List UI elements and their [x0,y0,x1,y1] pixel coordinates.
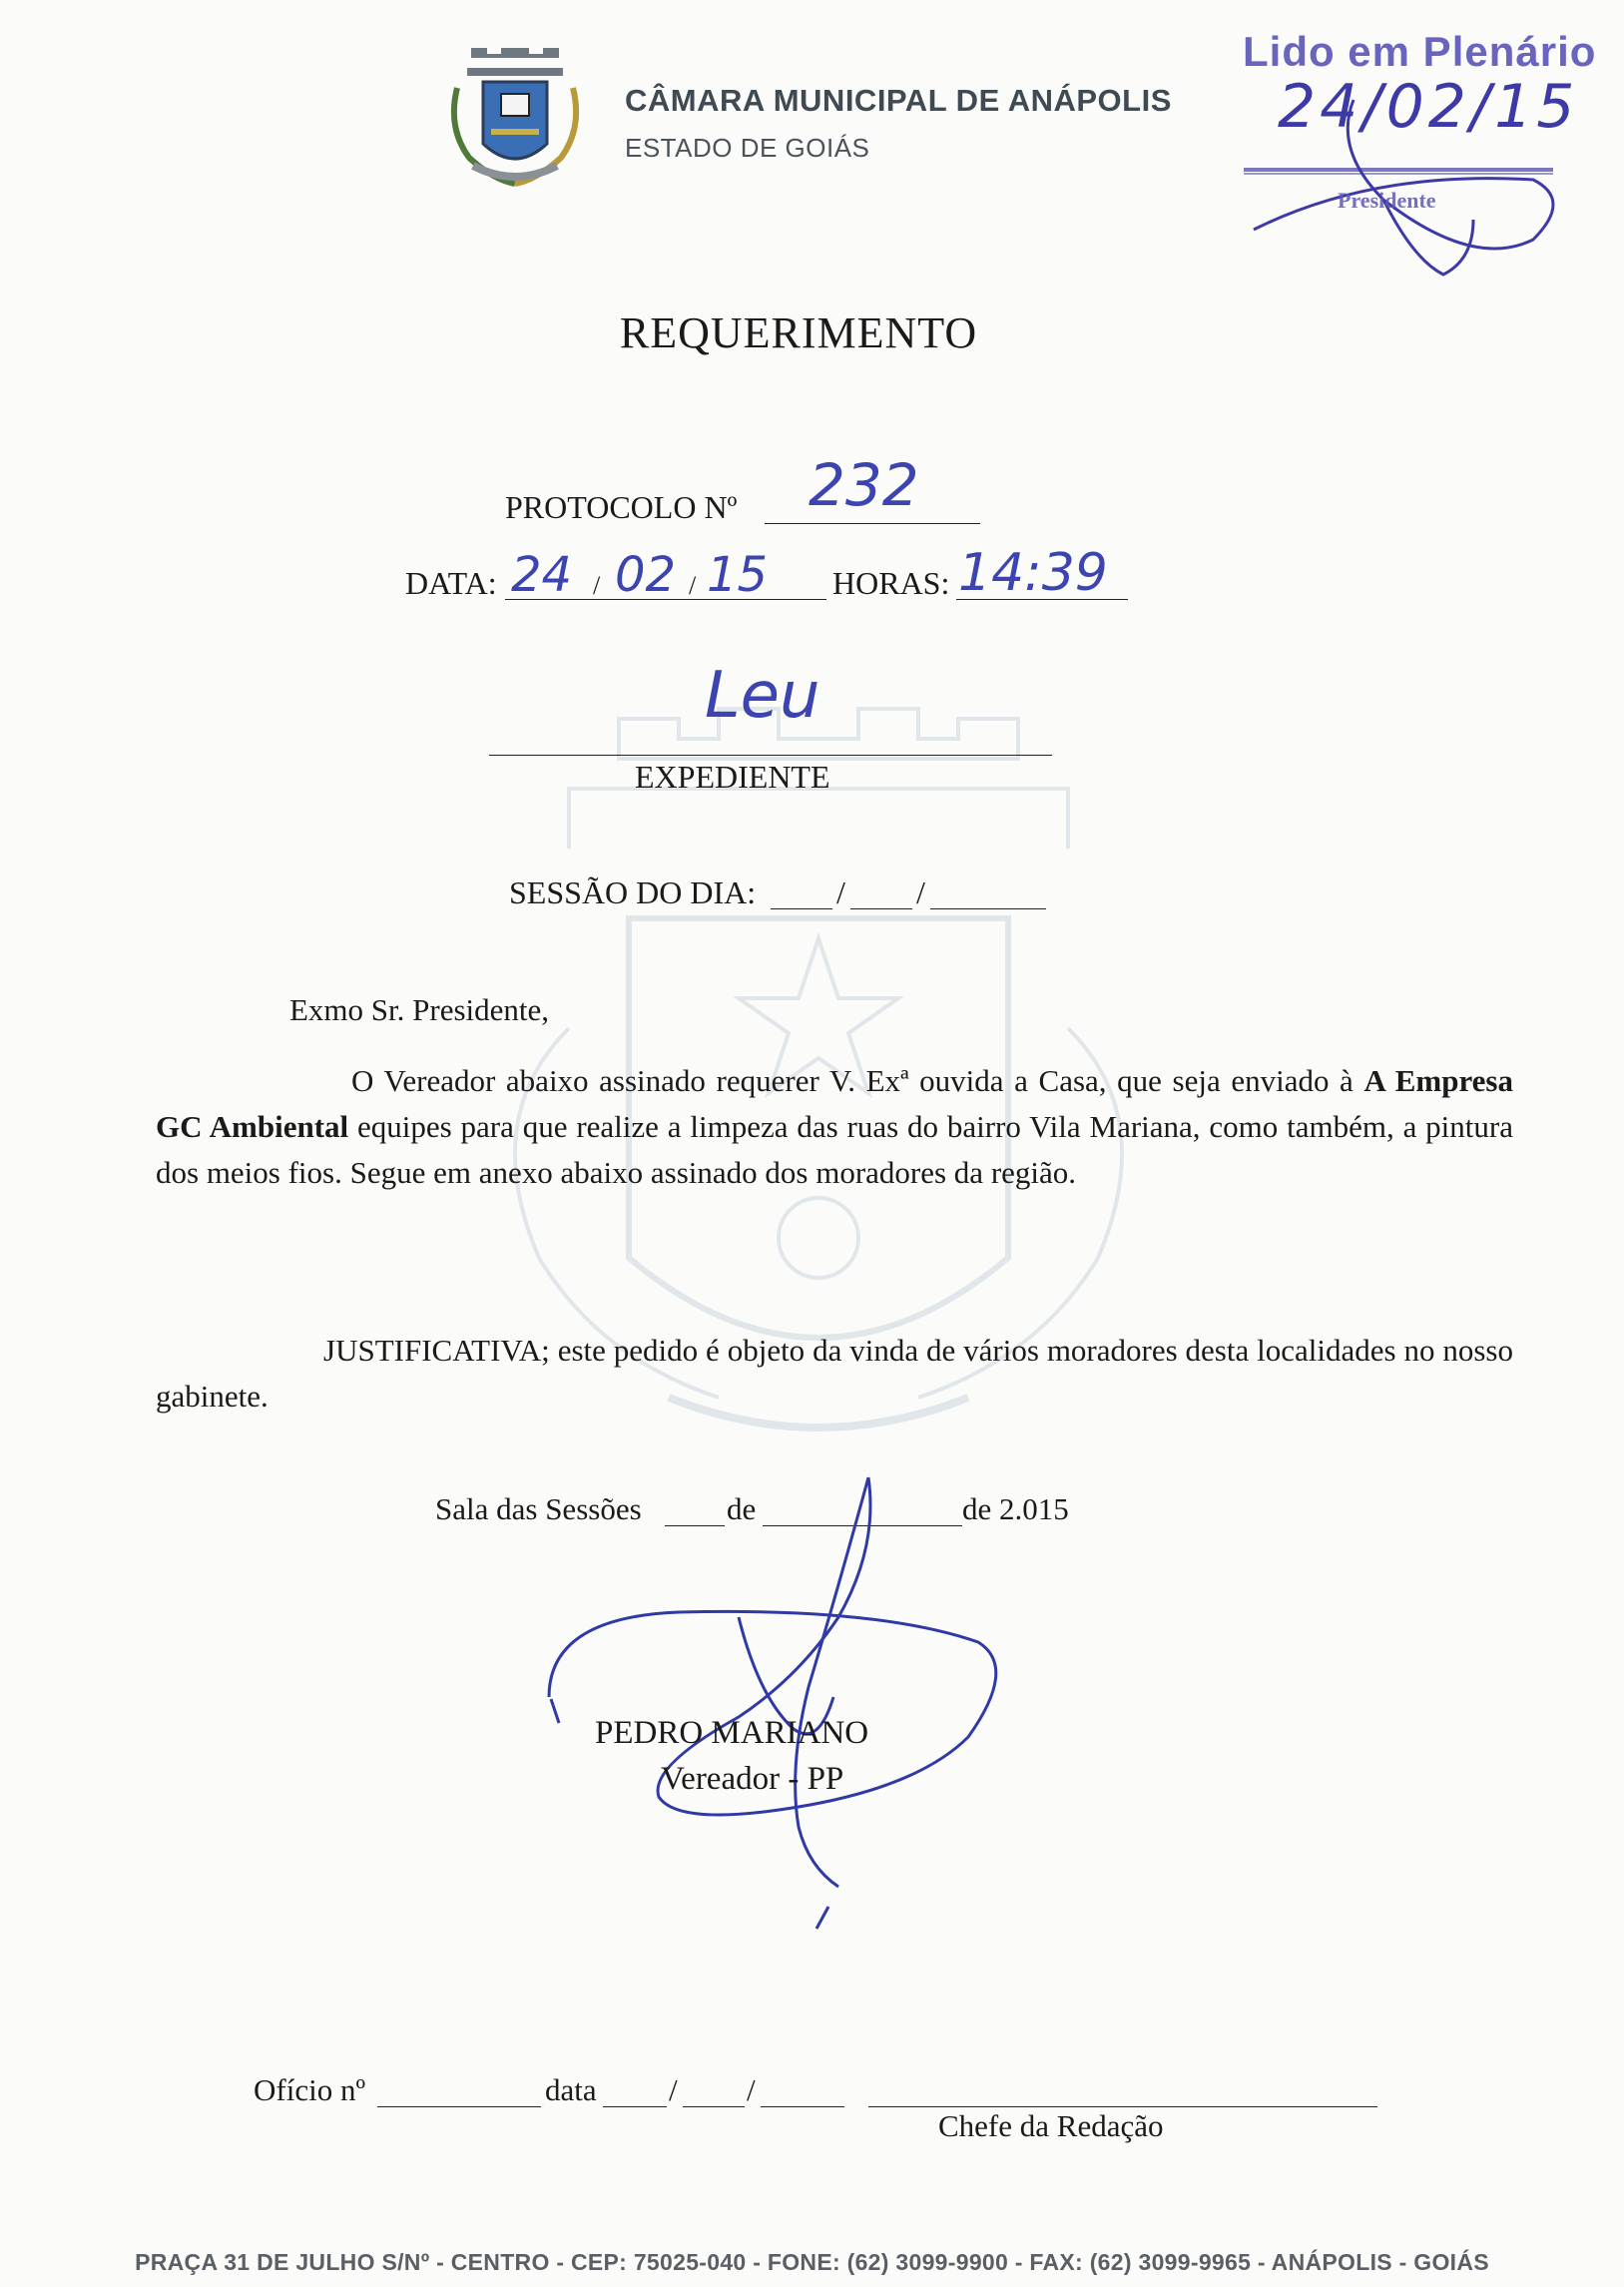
protocol-label: PROTOCOLO Nº [505,489,738,525]
company-name: A Empresa GC Ambiental [156,1063,1513,1144]
sessao-separator: / [916,874,925,910]
date-day-handwritten: 24 [511,547,573,603]
oficio-separator: / [747,2072,756,2107]
protocol-line [765,523,980,524]
chefe-label: Chefe da Redação [938,2108,1164,2143]
oficio-separator: / [669,2072,678,2107]
sala-prefix: Sala das Sessões [435,1491,642,1526]
document-title: REQUERIMENTO [619,308,978,357]
date-year-handwritten: 15 [707,547,769,603]
sessao-year-line [930,908,1046,909]
footer-address: PRAÇA 31 DE JULHO S/Nº - CENTRO - CEP: 75025-040 - FONE: (62) 3099-9900 - FAX: (62) 3099-9965 - ANÁPOLIS - GOIÁS [135,2249,1489,2275]
protocol-number-handwritten: 232 [809,451,919,519]
stamp-title: Lido em Plenário [1243,28,1597,75]
hours-handwritten: 14:39 [958,543,1108,603]
municipal-crest-logo [443,48,587,188]
request-text-1: O Vereador abaixo assinado requerer V. Exª ouvida a Casa, que seja enviado à [351,1063,1364,1098]
date-month-handwritten: 02 [615,547,677,603]
oficio-label: Ofício nº [254,2072,366,2107]
handwritten-signature [539,1467,1018,1947]
organization-name: CÂMARA MUNICIPAL DE ANÁPOLIS [625,83,1172,118]
request-text-2: equipes para que realize a limpeza das ruas do bairro Vila Mariana, como também, a pintura dos meios fios. Segue em anexo abaixo assinado dos moradores da região. [156,1109,1513,1190]
sala-year: de 2.015 [962,1491,1069,1526]
oficio-number-line [377,2106,541,2107]
expediente-label: EXPEDIENTE [635,759,830,795]
sessao-label: SESSÃO DO DIA: [509,874,757,910]
justification-paragraph: JUSTIFICATIVA; este pedido é objeto da vinda de vários moradores desta localidades no nosso gabinete. [156,1333,1513,1414]
stamp-president-label: Presidente [1338,188,1436,213]
sessao-day-line [771,908,832,909]
date-separator: / [689,571,697,600]
oficio-year-line [761,2106,844,2107]
chefe-signature-line [868,2106,1377,2107]
sessao-separator: / [836,874,845,910]
oficio-day-line [603,2106,667,2107]
date-separator: / [593,571,601,600]
signer-name: PEDRO MARIANO [595,1715,869,1751]
date-label: DATA: [405,565,497,601]
oficio-month-line [683,2106,745,2107]
signer-role: Vereador - PP [661,1761,844,1797]
organization-state: ESTADO DE GOIÁS [625,133,870,163]
oficio-data-label: data [545,2072,597,2107]
expediente-line [489,755,1052,756]
expediente-handwritten: Leu [705,659,820,733]
hours-label: HORAS: [832,565,950,601]
sessao-month-line [850,908,912,909]
request-paragraph [156,1058,1513,1196]
salutation: Exmo Sr. Presidente, [289,992,550,1027]
stamp-date-handwritten: 24/02/15 [1278,72,1579,142]
sala-de: de [727,1491,757,1526]
